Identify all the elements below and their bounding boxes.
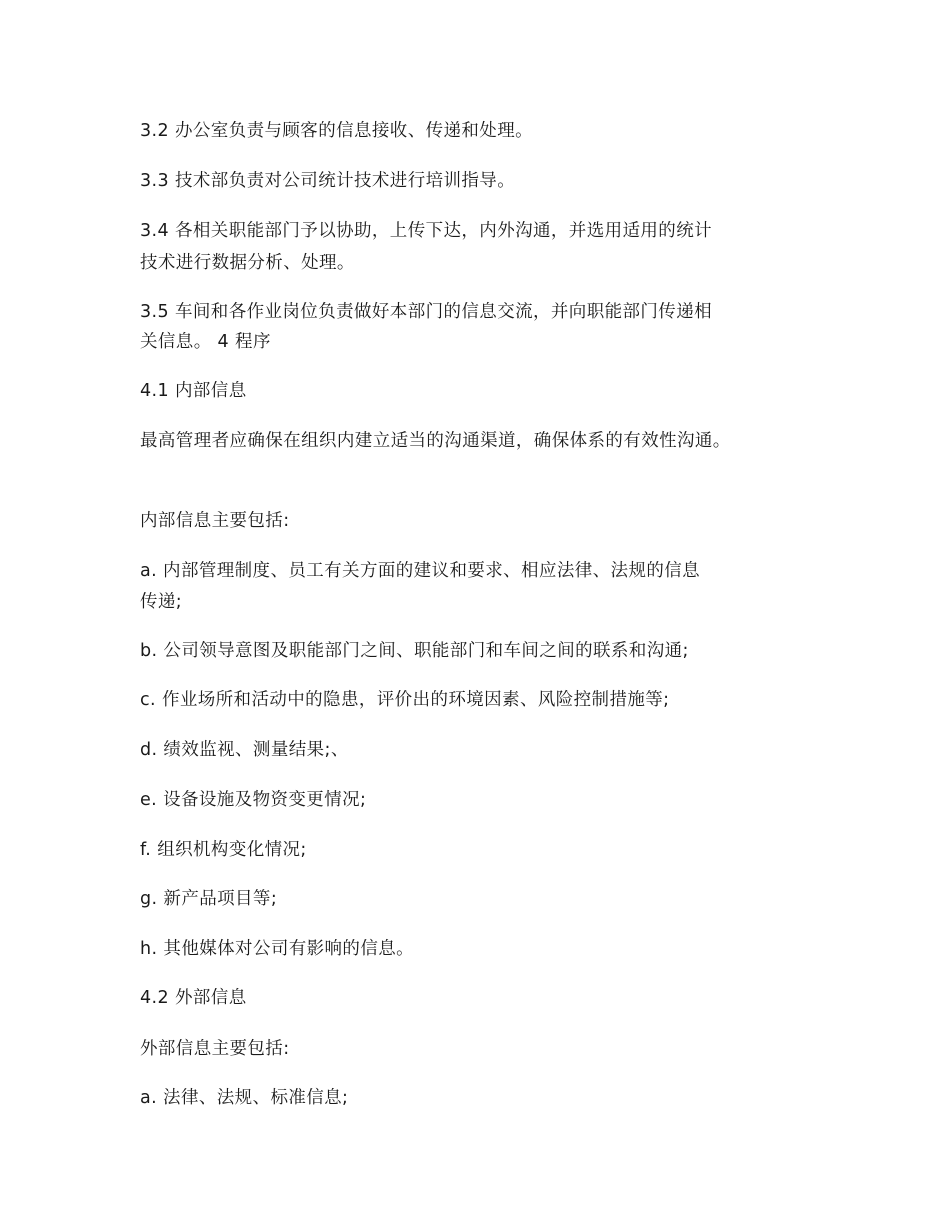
document-page [140, 0, 830, 1230]
list-item-a-part2: 传递; [140, 592, 183, 612]
text-line-3-3: 3.3 技术部负责对公司统计技术进行培训指导。 [140, 171, 516, 191]
list-item-e: e. 设备设施及物资变更情况; [140, 790, 367, 810]
list-item-d: d. 绩效监视、测量结果;、 [140, 740, 349, 760]
list-item-a-part1: a. 内部管理制度、员工有关方面的建议和要求、相应法律、法规的信息 [140, 561, 701, 581]
list-item-f: f. 组织机构变化情况; [140, 840, 307, 860]
text-line-3-2: 3.2 办公室负责与顾客的信息接收、传递和处理。 [140, 121, 533, 141]
text-line-3-4-part1: 3.4 各相关职能部门予以协助，上传下达，内外沟通，并选用适用的统计 [140, 221, 712, 241]
list-item-g: g. 新产品项目等; [140, 889, 278, 909]
text-line-3-5-part2: 关信息。 4 程序 [140, 332, 271, 352]
list-item-c: c. 作业场所和活动中的隐患，评价出的环境因素、风险控制措施等; [140, 690, 670, 710]
heading-4-2: 4.2 外部信息 [140, 988, 247, 1008]
list-item-external-a: a. 法律、法规、标准信息; [140, 1088, 349, 1108]
list-item-b: b. 公司领导意图及职能部门之间、职能部门和车间之间的联系和沟通; [140, 641, 689, 661]
text-line-3-5-part1: 3.5 车间和各作业岗位负责做好本部门的信息交流，并向职能部门传递相 [140, 302, 712, 322]
text-line-management: 最高管理者应确保在组织内建立适当的沟通渠道，确保体系的有效性沟通。 [140, 431, 731, 451]
text-line-internal-includes: 内部信息主要包括: [140, 511, 290, 531]
heading-4-1: 4.1 内部信息 [140, 381, 247, 401]
text-line-external-includes: 外部信息主要包括: [140, 1039, 290, 1059]
list-item-h: h. 其他媒体对公司有影响的信息。 [140, 939, 415, 959]
text-line-3-4-part2: 技术进行数据分析、处理。 [140, 253, 355, 273]
